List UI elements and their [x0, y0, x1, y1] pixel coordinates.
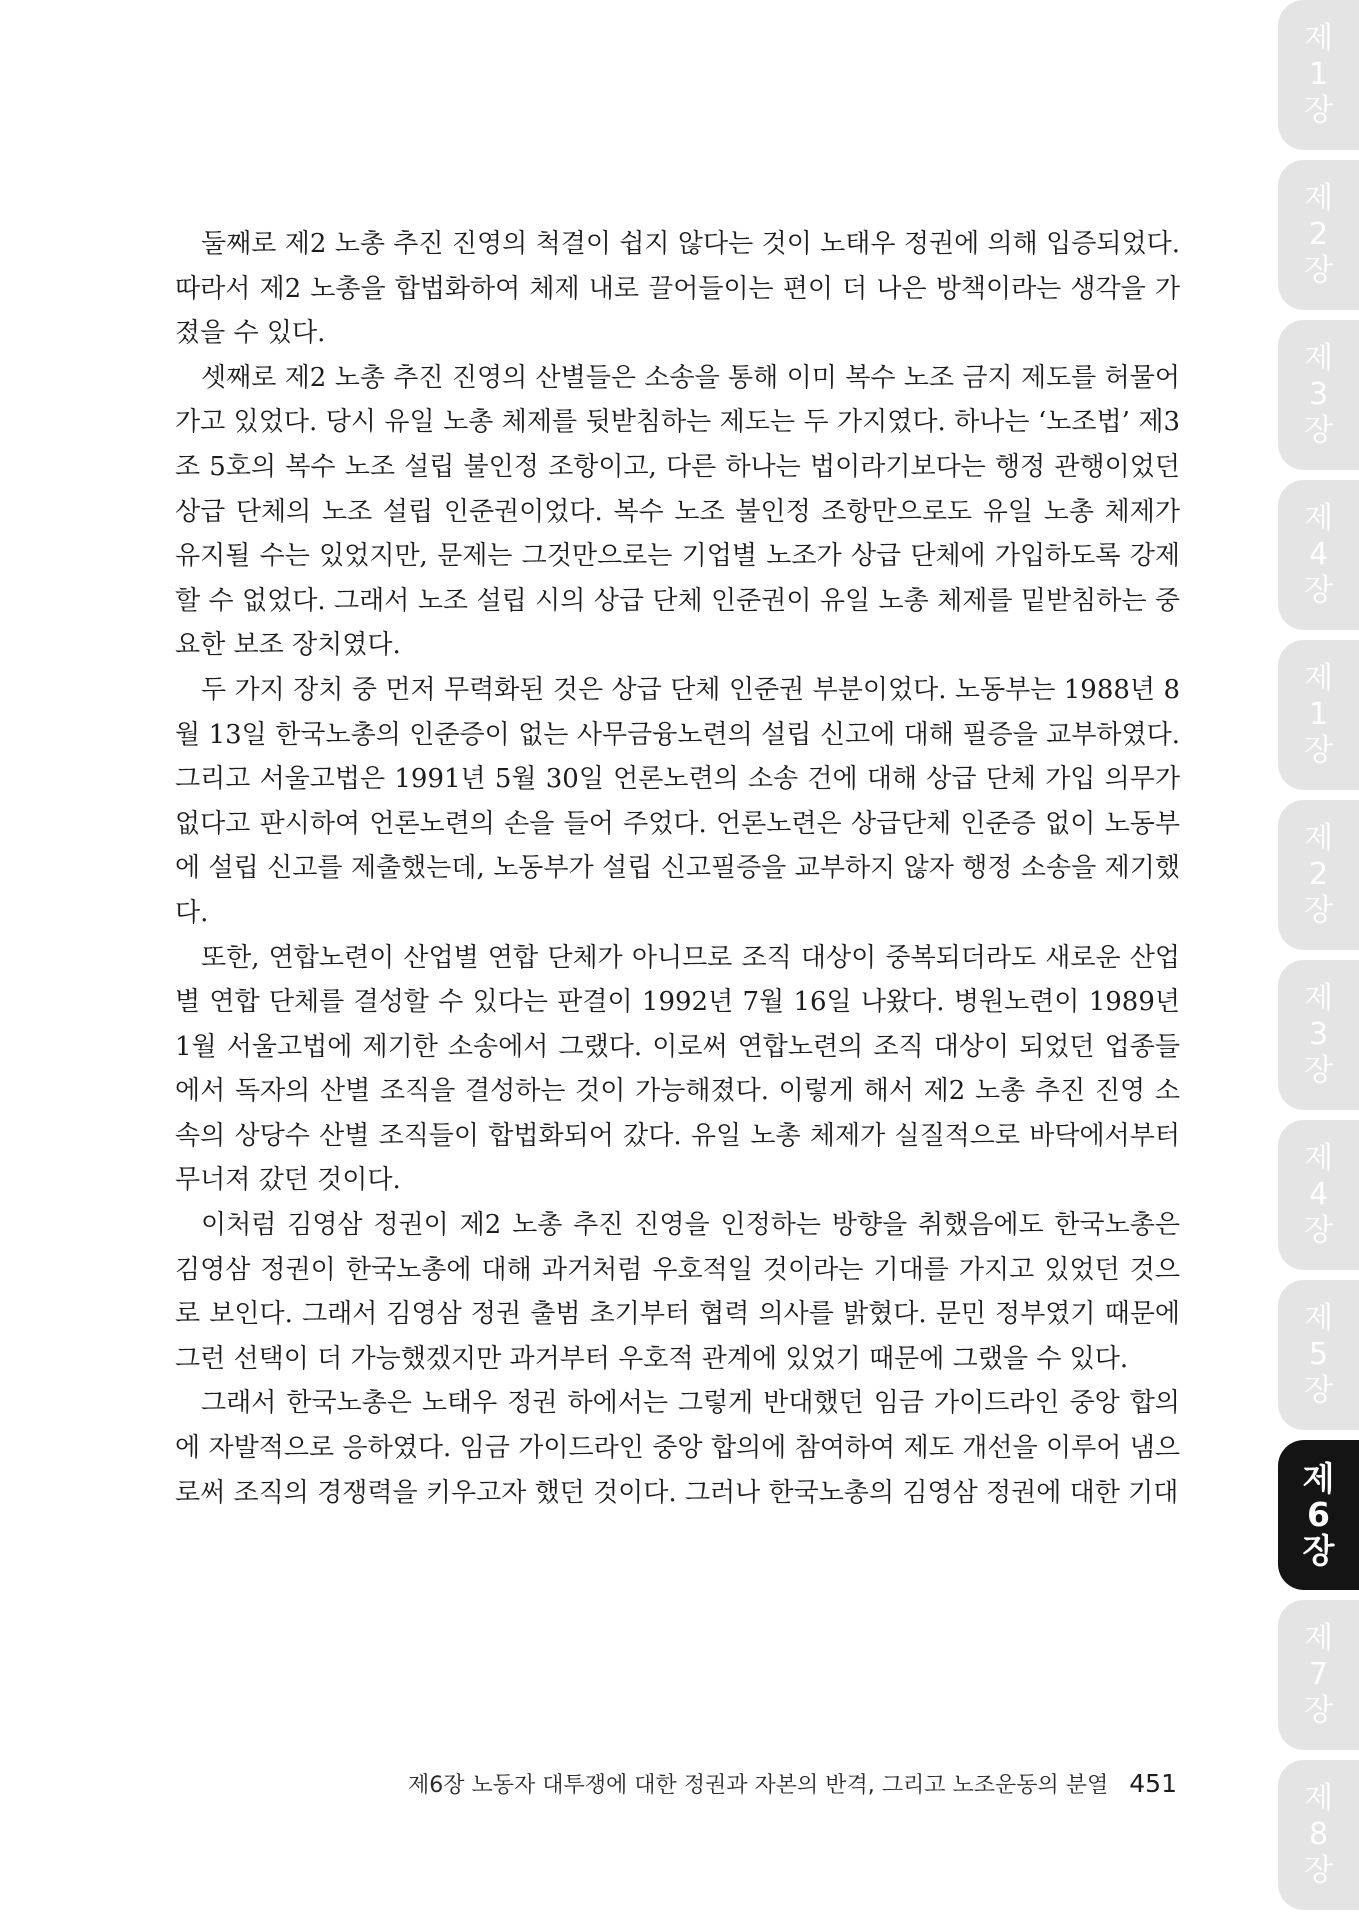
running-title: 제6장 노동자 대투쟁에 대한 정권과 자본의 반격, 그리고 노조운동의 분열 [408, 1773, 1109, 1798]
chapter-tab-5[interactable] [1278, 1280, 1359, 1430]
chapter-tab-label: 제 [1304, 1621, 1333, 1656]
chapter-tab-4[interactable] [1278, 480, 1359, 630]
chapter-tab-6-active[interactable] [1278, 1440, 1359, 1590]
chapter-tab-label: 장 [1304, 893, 1333, 928]
chapter-tab-label: 제 [1304, 501, 1333, 536]
chapter-tab-label: 제 [1304, 1301, 1333, 1336]
chapter-tab-number: 1 [1308, 57, 1329, 92]
chapter-tab-7[interactable] [1278, 1600, 1359, 1750]
chapter-tab-4b[interactable] [1278, 1120, 1359, 1270]
chapter-tab-label: 제 [1304, 21, 1333, 56]
chapter-tab-label: 제 [1304, 981, 1333, 1016]
chapter-tab-label: 제 [1302, 1459, 1335, 1498]
chapter-tab-label: 장 [1304, 93, 1333, 128]
chapter-tab-3b[interactable] [1278, 960, 1359, 1110]
chapter-tab-label: 제 [1304, 1141, 1333, 1176]
chapter-tab-number: 4 [1308, 537, 1329, 572]
chapter-tab-label: 장 [1302, 1531, 1335, 1570]
paragraph: 두 가지 장치 중 먼저 무력화된 것은 상급 단체 인준권 부분이었다. 노동부는 1988년 8월 13일 한국노총의 인준증이 없는 사무금융노련의 설립 신고에 대해 필증을 교부하였다. 그리고 서울고법은 1991년 5월 30일 언론노련의 소송 건에 대해 상급 단체 가입 의무가 없다고 판시하여 언론노련의 손을 들어 주었다. 언론노련은 상급단체 인준증 없이 노동부에 설립 신고를 제출했는데, 노동부가 설립 신고필증을 교부하지 않자 행정 소송을 제기했다. [175, 674, 1180, 928]
chapter-tab-label: 제 [1304, 1781, 1333, 1816]
page-body [175, 222, 1180, 1515]
chapter-tab-number: 3 [1308, 377, 1329, 412]
chapter-tab-number: 6 [1307, 1495, 1330, 1534]
chapter-tab-number: 4 [1308, 1177, 1329, 1212]
chapter-tab-2[interactable] [1278, 160, 1359, 310]
paragraph: 둘째로 제2 노총 추진 진영의 척결이 쉽지 않다는 것이 노태우 정권에 의해 입증되었다. 따라서 제2 노총을 합법화하여 체제 내로 끌어들이는 편이 더 나은 방책이라는 생각을 가졌을 수 있다. [175, 229, 1180, 349]
chapter-tab-label: 장 [1304, 1693, 1333, 1728]
chapter-tab-3[interactable] [1278, 320, 1359, 470]
paragraph: 셋째로 제2 노총 추진 진영의 산별들은 소송을 통해 이미 복수 노조 금지 제도를 허물어 가고 있었다. 당시 유일 노총 체제를 뒷받침하는 제도는 두 가지였다. 하나는 ‘노조법’ 제3조 5호의 복수 노조 설립 불인정 조항이고, 다른 하나는 법이라기보다는 행정 관행이었던 상급 단체의 노조 설립 인준권이었다. 복수 노조 불인정 조항만으로도 유일 노총 체제가 유지될 수는 있었지만, 문제는 그것만으로는 기업별 노조가 상급 단체에 가입하도록 강제할 수 없었다. 그래서 노조 설립 시의 상급 단체 인준권이 유일 노총 체제를 밑받침하는 중요한 보조 장치였다. [175, 362, 1180, 661]
chapter-tab-1[interactable] [1278, 0, 1359, 150]
chapter-tabs [1278, 0, 1359, 1920]
chapter-tab-number: 8 [1308, 1817, 1329, 1852]
chapter-tab-label: 장 [1304, 573, 1333, 608]
chapter-tab-label: 제 [1304, 341, 1333, 376]
chapter-tab-label: 장 [1304, 1213, 1333, 1248]
paragraph: 또한, 연합노련이 산업별 연합 단체가 아니므로 조직 대상이 중복되더라도 새로운 산업별 연합 단체를 결성할 수 있다는 판결이 1992년 7월 16일 나왔다. 병원노련이 1989년 1월 서울고법에 제기한 소송에서 그랬다. 이로써 연합노련의 조직 대상이 되었던 업종들에서 독자의 산별 조직을 결성하는 것이 가능해졌다. 이렇게 해서 제2 노총 추진 진영 소속의 상당수 산별 조직들이 합법화되어 갔다. 유일 노총 체제가 실질적으로 바닥에서부터 무너져 갔던 것이다. [175, 942, 1180, 1196]
paragraph: 이처럼 김영삼 정권이 제2 노총 추진 진영을 인정하는 방향을 취했음에도 한국노총은 김영삼 정권이 한국노총에 대해 과거처럼 우호적일 것이라는 기대를 가지고 있었던 것으로 보인다. 그래서 김영삼 정권 출범 초기부터 협력 의사를 밝혔다. 문민 정부였기 때문에 그런 선택이 더 가능했겠지만 과거부터 우호적 관계에 있었기 때문에 그랬을 수 있다. [175, 1210, 1180, 1374]
chapter-tab-2b[interactable] [1278, 800, 1359, 950]
chapter-tab-label: 제 [1304, 821, 1333, 856]
paragraph: 그래서 한국노총은 노태우 정권 하에서는 그렇게 반대했던 임금 가이드라인 중앙 합의에 자발적으로 응하였다. 임금 가이드라인 중앙 합의에 참여하여 제도 개선을 이루어 냄으로써 조직의 경쟁력을 키우고자 했던 것이다. 그러나 한국노총의 김영삼 정권에 대한 기대 [175, 1388, 1180, 1508]
chapter-tab-number: 7 [1308, 1657, 1329, 1692]
chapter-tab-8[interactable] [1278, 1760, 1359, 1910]
chapter-tab-1b[interactable] [1278, 640, 1359, 790]
page-footer [408, 1768, 1177, 1799]
chapter-tab-label: 장 [1304, 1853, 1333, 1888]
chapter-tab-label: 제 [1304, 661, 1333, 696]
chapter-tab-number: 3 [1308, 1017, 1329, 1052]
chapter-tab-label: 장 [1304, 733, 1333, 768]
chapter-tab-label: 장 [1304, 1373, 1333, 1408]
chapter-tab-number: 2 [1308, 217, 1329, 252]
chapter-tab-number: 1 [1308, 697, 1329, 732]
chapter-tab-label: 장 [1304, 1053, 1333, 1088]
chapter-tab-number: 2 [1308, 857, 1329, 892]
page-number: 451 [1129, 1769, 1177, 1798]
chapter-tab-number: 5 [1308, 1337, 1329, 1372]
chapter-tab-label: 장 [1304, 253, 1333, 288]
chapter-tab-label: 장 [1304, 413, 1333, 448]
chapter-tab-label: 제 [1304, 181, 1333, 216]
